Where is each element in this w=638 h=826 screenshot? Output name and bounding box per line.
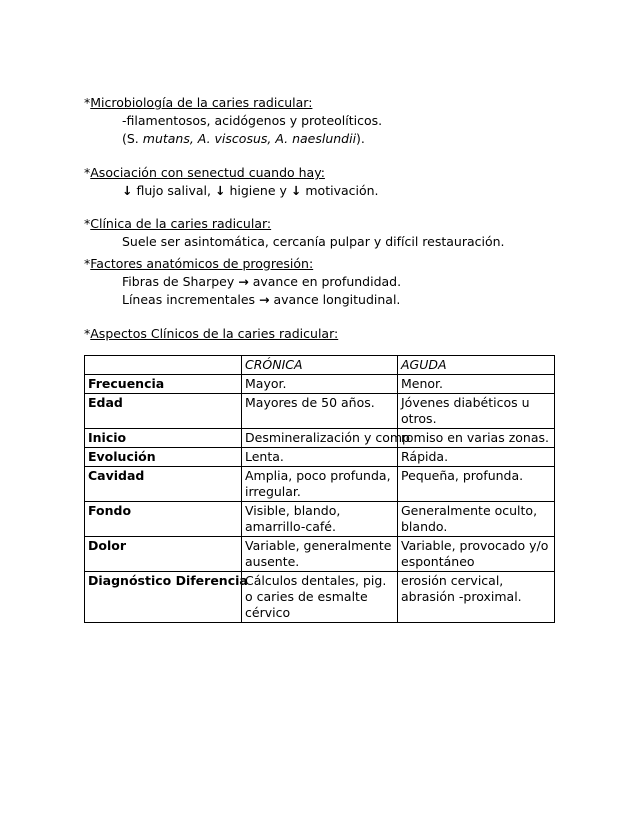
microbio-title: Microbiología de la caries radicular: [90, 95, 313, 110]
cronica-cell: Lenta. [242, 448, 398, 467]
microbio-line-1: -filamentosos, acidógenos y proteolíticos. [122, 113, 383, 128]
aguda-cell: romiso en varias zonas. [398, 429, 555, 448]
aspectos-heading: *Aspectos Clínicos de la caries radicular: [84, 326, 339, 341]
microbio-species: mutans, A. viscosus, A. naeslundii [142, 131, 357, 146]
asterisk: * [84, 95, 91, 110]
row-label: Dolor [85, 537, 242, 572]
factores-line-1: Fibras de Sharpey → avance en profundidad. [122, 274, 402, 289]
arrow-right-icon: → [238, 274, 249, 289]
factores-heading: *Factores anatómicos de progresión: [84, 256, 314, 271]
row-label: Cavidad [85, 467, 242, 502]
table-row [85, 572, 555, 623]
asociacion-heading: *Asociación con senectud cuando hay: [84, 165, 325, 180]
factores-line-2: Líneas incrementales → avance longitudinal. [122, 292, 401, 307]
microbio-heading [84, 95, 312, 111]
cronica-cell: Mayores de 50 años. [242, 394, 398, 429]
table-row [85, 448, 555, 467]
cronica-cell: Desmineralización y comp [242, 429, 398, 448]
table-header-cell [85, 356, 242, 375]
table-row [85, 429, 555, 448]
aguda-cell: erosión cervical, abrasión -proximal. [398, 572, 555, 623]
aguda-cell: Variable, provocado y/o espontáneo [398, 537, 555, 572]
row-label: Inicio [85, 429, 242, 448]
arrow-down-icon: ↓ [214, 183, 226, 198]
aguda-cell: Menor. [398, 375, 555, 394]
cronica-cell: Cálculos dentales, pig. o caries de esmalte cérvico [242, 572, 398, 623]
table-header-cell: AGUDA [398, 356, 555, 375]
aguda-cell: Pequeña, profunda. [398, 467, 555, 502]
table-row [85, 537, 555, 572]
row-label: Diagnóstico Diferencia [85, 572, 242, 623]
cronica-cell: Mayor. [242, 375, 398, 394]
aguda-cell: Rápida. [398, 448, 555, 467]
row-label: Frecuencia [85, 375, 242, 394]
factores-title: Factores anatómicos de progresión: [90, 256, 314, 271]
aguda-cell: Generalmente oculto, blando. [398, 502, 555, 537]
cronica-cell: Variable, generalmente ausente. [242, 537, 398, 572]
arrow-down-icon: ↓ [290, 183, 302, 198]
arrow-right-icon: → [259, 292, 270, 307]
table-row [85, 467, 555, 502]
row-label: Evolución [85, 448, 242, 467]
cronica-cell: Amplia, poco profunda, irregular. [242, 467, 398, 502]
row-label: Fondo [85, 502, 242, 537]
row-label: Edad [85, 394, 242, 429]
asociacion-title: Asociación con senectud cuando hay: [90, 165, 325, 180]
clinica-line-1: Suele ser asintomática, cercanía pulpar y difícil restauración. [122, 234, 505, 249]
table-row [85, 394, 555, 429]
clinica-heading: *Clínica de la caries radicular: [84, 216, 272, 231]
clinica-title: Clínica de la caries radicular: [90, 216, 272, 231]
table-header-cell: CRÓNICA [242, 356, 398, 375]
table-row [85, 375, 555, 394]
aspectos-title: Aspectos Clínicos de la caries radicular: [90, 326, 339, 341]
asociacion-line: ↓ flujo salival, ↓ higiene y ↓ motivación. [122, 183, 379, 198]
table-row [85, 502, 555, 537]
arrow-down-icon: ↓ [122, 183, 133, 198]
aguda-cell: Jóvenes diabéticos u otros. [398, 394, 555, 429]
table-header-row [85, 356, 555, 375]
cronica-cell: Visible, blando, amarrillo-café. [242, 502, 398, 537]
microbio-line-2: (S. mutans, A. viscosus, A. naeslundii). [122, 131, 365, 146]
aspectos-table [84, 355, 555, 623]
